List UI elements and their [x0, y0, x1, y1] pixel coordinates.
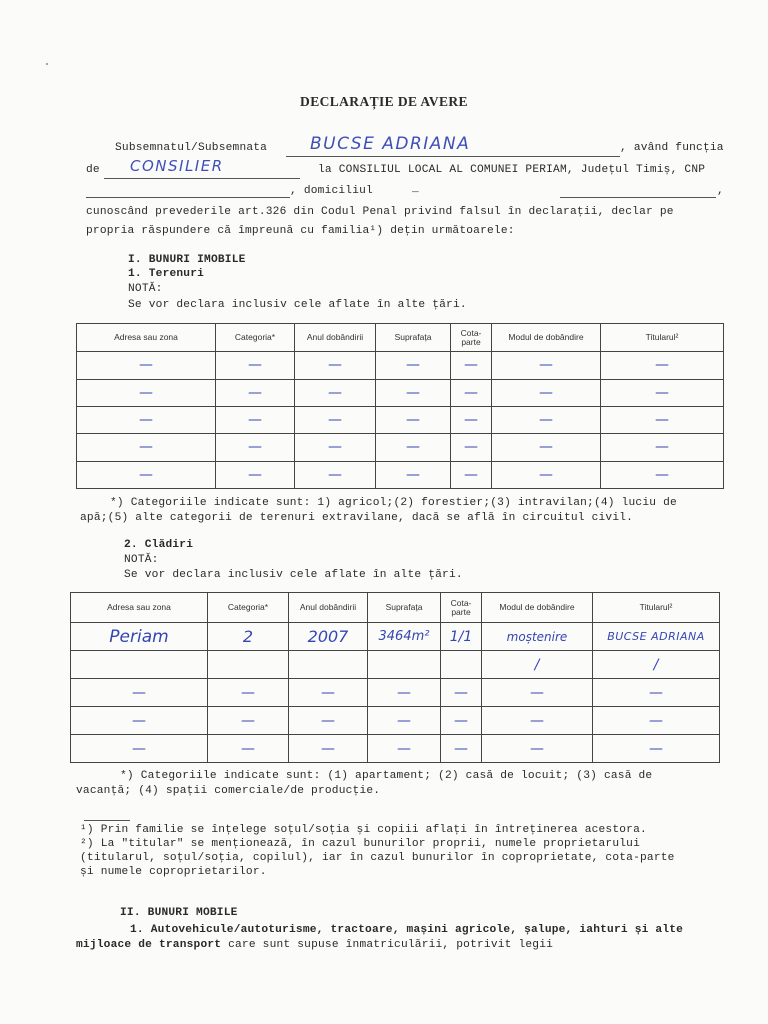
table-cell: —: [321, 684, 335, 701]
table-cell: —: [530, 712, 544, 729]
table-cell: —: [139, 384, 153, 401]
table-cell: —: [406, 466, 420, 483]
col-header: Titularul²: [601, 324, 724, 352]
section1-heading: I. BUNURI IMOBILE: [128, 254, 246, 266]
table-cell: —: [655, 357, 669, 374]
section2-nota-text: Se vor declara inclusiv cele aflate în alte țări.: [124, 569, 463, 581]
table-cell: —: [397, 740, 411, 757]
table-cell: —: [655, 412, 669, 429]
land-table: [76, 323, 724, 489]
section2-item1-line2: [76, 939, 553, 951]
footnote-separator: [84, 820, 130, 821]
table-cell: —: [139, 412, 153, 429]
table-row: [71, 651, 720, 679]
table-cell: —: [649, 740, 663, 757]
table-cell: —: [397, 684, 411, 701]
footnote-1: ¹) Prin familie se înțelege soțul/soția și copiii aflați în întreținerea acestora.: [80, 824, 647, 836]
cnp-underline: [86, 197, 290, 198]
table-cell: —: [649, 684, 663, 701]
col-header: Anul dobândirii: [289, 593, 368, 623]
cell-share: 1/1: [449, 628, 473, 645]
function-value: CONSILIER: [130, 157, 224, 175]
table-cell: —: [649, 712, 663, 729]
table-cell: —: [328, 439, 342, 456]
address-underline: [560, 197, 716, 198]
table-row: [71, 623, 720, 651]
note1-line1: *) Categoriile indicate sunt: 1) agricol;(2) forestier;(3) intravilan;(4) luciu de: [110, 497, 677, 509]
section2-nota: NOTĂ:: [124, 554, 159, 566]
section1-nota-text: Se vor declara inclusiv cele aflate în alte țări.: [128, 299, 467, 311]
table-cell: —: [248, 466, 262, 483]
table-cell: —: [464, 466, 478, 483]
table-cell: —: [328, 384, 342, 401]
col-header: Adresa sau zona: [77, 324, 216, 352]
col-header: Adresa sau zona: [71, 593, 208, 623]
table-row: [71, 707, 720, 735]
table-cell: —: [328, 412, 342, 429]
table-cell: —: [397, 712, 411, 729]
table-cell: —: [539, 384, 553, 401]
col-header: Anul dobândirii: [295, 324, 376, 352]
table-cell: —: [464, 357, 478, 374]
table-cell: —: [241, 712, 255, 729]
page-title: DECLARAȚIE DE AVERE: [300, 94, 468, 109]
note2-line2: vacanță; (4) spații comerciale/de producție.: [76, 785, 381, 797]
section2-item1-line1: 1. Autovehicule/autoturisme, tractoare, mașini agricole, șalupe, iahturi și alte: [130, 924, 684, 936]
table-cell: —: [321, 740, 335, 757]
col-header: Categoria*: [216, 324, 295, 352]
footnote-2-line1: ²) La "titular" se menționează, în cazul bunurilor proprii, numele proprietarului: [80, 838, 641, 850]
table-cell: —: [241, 684, 255, 701]
header-line2-prefix: de: [86, 164, 100, 176]
footnote-2-line3: și numele coproprietarilor.: [80, 866, 267, 878]
table-cell: —: [248, 357, 262, 374]
header-line5: propria răspundere că împreună cu familia¹) dețin următoarele:: [86, 225, 515, 237]
table-row: [77, 379, 724, 406]
col-header: Modul de dobândire: [492, 324, 601, 352]
header-line2-mid: la CONSILIUL LOCAL AL COMUNEI PERIAM, Județul Timiș, CNP: [318, 164, 706, 176]
buildings-table: [70, 592, 720, 763]
header-line3-end: ,: [717, 185, 724, 197]
col-header: Suprafața: [368, 593, 441, 623]
cell-address: Periam: [109, 626, 169, 647]
table-cell: /: [534, 656, 540, 673]
table-cell: —: [454, 740, 468, 757]
col-header: Cota-parte: [451, 324, 492, 352]
table-cell: —: [132, 740, 146, 757]
table-cell: —: [139, 357, 153, 374]
table-cell: —: [655, 466, 669, 483]
cell-acquisition-mode: moștenire: [506, 629, 568, 644]
section1-sub-terenuri: 1. Terenuri: [128, 268, 205, 280]
cell-owner: BUCSE ADRIANA: [607, 630, 705, 643]
table-cell: —: [328, 357, 342, 374]
table-row: [77, 352, 724, 379]
section2-item1-bold: mijloace de transport: [76, 939, 222, 951]
table-cell: /: [653, 656, 659, 673]
header-line3-dash: _: [412, 183, 419, 195]
table-cell: —: [132, 712, 146, 729]
name-underline: [286, 156, 620, 157]
table-cell: —: [464, 439, 478, 456]
section2-heading: II. BUNURI MOBILE: [120, 907, 238, 919]
table-cell: —: [539, 412, 553, 429]
col-header: Cota-parte: [441, 593, 482, 623]
table-row: [71, 735, 720, 763]
table-cell: —: [406, 439, 420, 456]
table-cell: —: [406, 357, 420, 374]
table-cell: —: [406, 384, 420, 401]
header-line3-mid: , domiciliul: [290, 185, 373, 197]
table-cell: —: [241, 740, 255, 757]
table-cell: —: [539, 439, 553, 456]
table-cell: —: [321, 712, 335, 729]
table-cell: —: [248, 412, 262, 429]
table-cell: —: [539, 357, 553, 374]
col-header: Categoria*: [208, 593, 289, 623]
col-header: Modul de dobândire: [482, 593, 593, 623]
table-cell: —: [539, 466, 553, 483]
header-line1-prefix: Subsemnatul/Subsemnata: [115, 142, 268, 154]
section2-sub-cladiri: 2. Clădiri: [124, 539, 194, 551]
table-cell: —: [328, 466, 342, 483]
footnote-2-line2: (titularul, soțul/soția, copilul), iar în cazul bunurilor în coproprietate, cota-parte: [80, 852, 675, 864]
table-cell: —: [530, 684, 544, 701]
table-row: [71, 679, 720, 707]
table-cell: —: [454, 684, 468, 701]
table-cell: —: [132, 684, 146, 701]
col-header: Titularul²: [593, 593, 720, 623]
table-cell: —: [655, 384, 669, 401]
table-cell: —: [139, 439, 153, 456]
section2-item1-rest: care sunt supuse înmatriculării, potrivit legii: [228, 939, 554, 951]
cell-category: 2: [242, 627, 254, 646]
table-cell: —: [464, 384, 478, 401]
declarant-name: BUCSE ADRIANA: [310, 134, 471, 154]
note2-line1: *) Categoriile indicate sunt: (1) apartament; (2) casă de locuit; (3) casă de: [120, 770, 653, 782]
table-row: [77, 406, 724, 433]
table-cell: —: [406, 412, 420, 429]
scan-speck: [46, 63, 48, 65]
table-cell: —: [464, 412, 478, 429]
table-cell: —: [248, 384, 262, 401]
col-header: Suprafața: [376, 324, 451, 352]
section1-nota: NOTĂ:: [128, 283, 163, 295]
table-row: [77, 434, 724, 461]
function-underline: [104, 178, 300, 179]
cell-area: 3464m²: [378, 629, 430, 644]
table-cell: —: [655, 439, 669, 456]
table-cell: —: [139, 466, 153, 483]
table-cell: —: [248, 439, 262, 456]
table-cell: —: [530, 740, 544, 757]
header-line1-suffix: , având funcția: [620, 142, 724, 154]
cell-year: 2007: [307, 627, 349, 646]
table-row: [77, 461, 724, 488]
note1-line2: apă;(5) alte categorii de terenuri extravilane, dacă se află în circuitul civil.: [80, 512, 634, 524]
header-line4: cunoscând prevederile art.326 din Codul Penal privind falsul în declarații, declar pe: [86, 206, 674, 218]
table-cell: —: [454, 712, 468, 729]
